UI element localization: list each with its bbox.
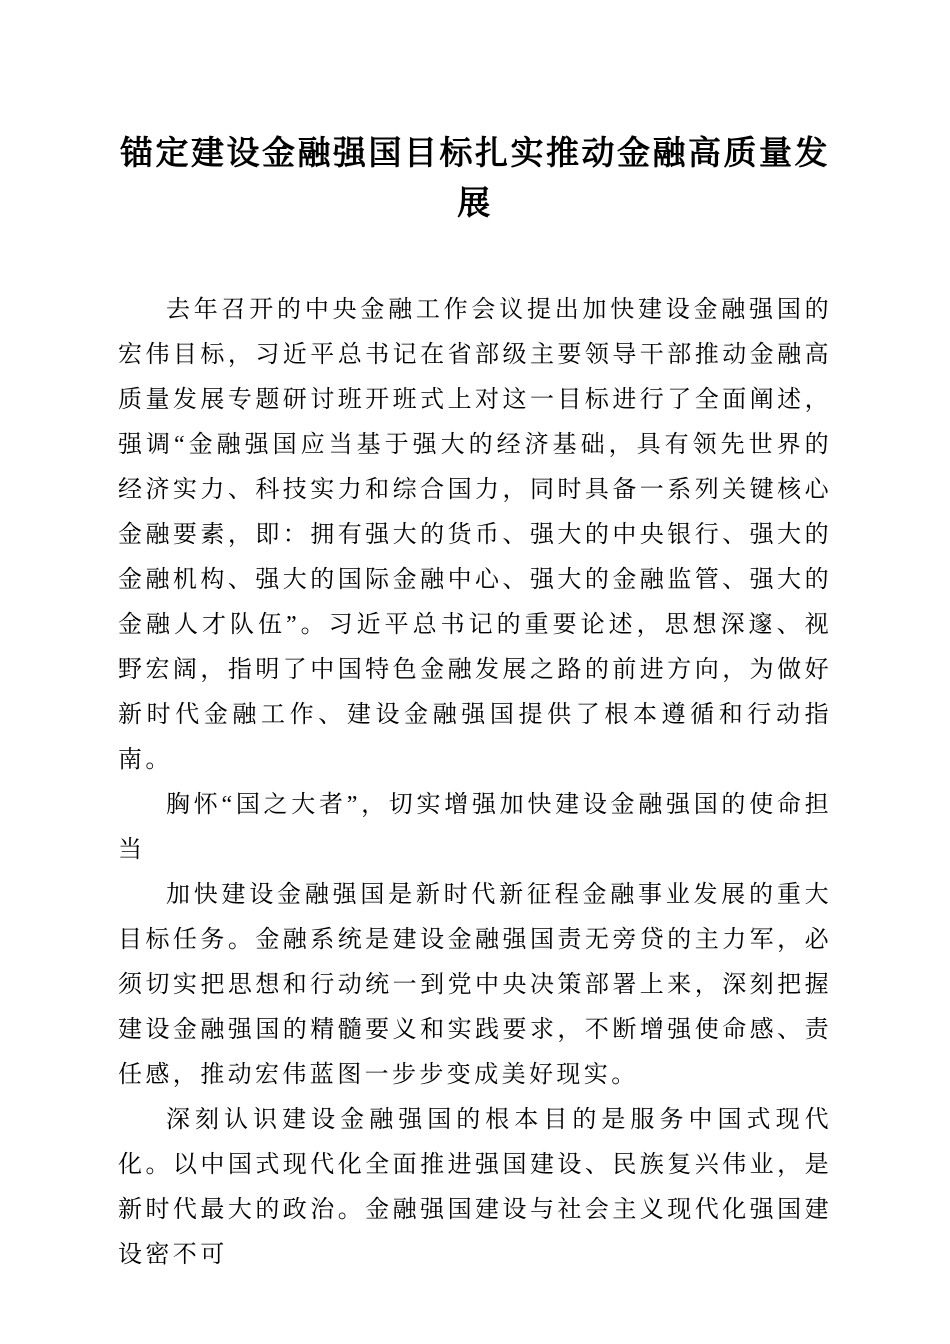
paragraph-section-heading: 胸怀“国之大者”，切实增强加快建设金融强国的使命担当 (118, 792, 832, 863)
paragraph-section-body-continued: 深刻认识建设金融强国的根本目的是服务中国式现代化。以中国式现代化全面推进强国建设、民族复兴伟业，是新时代最大的政治。金融强国建设与社会主义现代化强国建设密不可 (118, 1107, 832, 1268)
paragraph-intro: 去年召开的中央金融工作会议提出加快建设金融强国的宏伟目标，习近平总书记在省部级主要领导干部推动金融高质量发展专题研讨班开班式上对这一目标进行了全面阐述，强调“金融强国应当基于强大的经济基础，具有领先世界的经济实力、科技实力和综合国力，同时具备一系列关键核心金融要素，即：拥有强大的货币、强大的中央银行、强大的金融机构、强大的国际金融中心、强大的金融监管、强大的金融人才队伍”。习近平总书记的重要论述，思想深邃、视野宏阔，指明了中国特色金融发展之路的前进方向，为做好新时代金融工作、建设金融强国提供了根本遵循和行动指南。 (118, 297, 832, 773)
document-body (118, 288, 832, 1278)
document-title: 锚定建设金融强国目标扎实推动金融高质量发展 (120, 134, 830, 221)
paragraph-section-body: 加快建设金融强国是新时代新征程金融事业发展的重大目标任务。金融系统是建设金融强国责无旁贷的主力军，必须切实把思想和行动统一到党中央决策部署上来，深刻把握建设金融强国的精髓要义和实践要求，不断增强使命感、责任感，推动宏伟蓝图一步步变成美好现实。 (118, 882, 832, 1088)
